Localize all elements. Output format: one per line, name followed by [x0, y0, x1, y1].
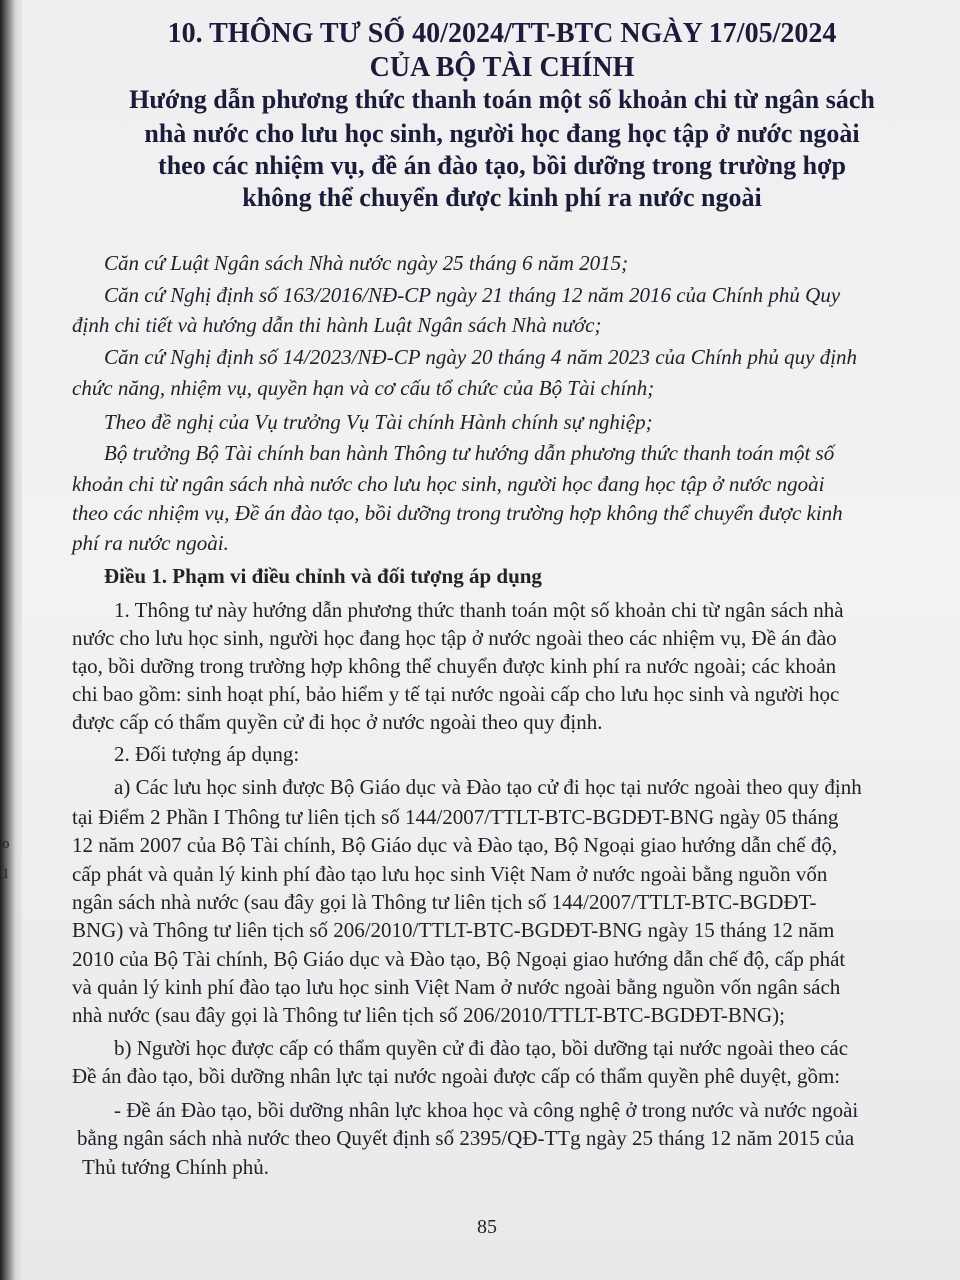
- preamble-line: theo các nhiệm vụ, Đề án đào tạo, bồi dưỡng trong trường hợp không thể chuyển được kinh: [72, 501, 843, 525]
- preamble-line: Căn cứ Nghị định số 14/2023/NĐ-CP ngày 20 tháng 4 năm 2023 của Chính phủ quy định: [104, 345, 858, 369]
- subtitle-line: nhà nước cho lưu học sinh, người học đang học tập ở nước ngoài: [144, 119, 860, 148]
- body-line: bằng ngân sách nhà nước theo Quyết định số 2395/QĐ-TTg ngày 25 tháng 12 năm 2015 của: [77, 1126, 855, 1150]
- preamble-line: phí ra nước ngoài.: [72, 531, 229, 555]
- body-line: ngân sách nhà nước (sau đây gọi là Thông tư liên tịch số 144/2007/TTLT-BTC-BGDĐT-: [72, 890, 817, 914]
- subtitle-line: Hướng dẫn phương thức thanh toán một số khoản chi từ ngân sách: [129, 85, 875, 114]
- body-line: nhà nước (sau đây gọi là Thông tư liên tịch số 206/2010/TTLT-BTC-BGDĐT-BNG);: [72, 1003, 786, 1027]
- body-line: BNG) và Thông tư liên tịch số 206/2010/TTLT-BTC-BGDĐT-BNG ngày 15 tháng 12 năm: [72, 918, 835, 942]
- preamble-line: Theo đề nghị của Vụ trưởng Vụ Tài chính Hành chính sự nghiệp;: [104, 410, 653, 434]
- body-line: 12 năm 2007 của Bộ Tài chính, Bộ Giáo dục và Đào tạo, Bộ Ngoại giao hướng dẫn chế độ,: [72, 833, 838, 857]
- document-number-title: 10. THÔNG TƯ SỐ 40/2024/TT-BTC NGÀY 17/05/2024: [167, 18, 837, 49]
- adjacent-page-edge: [0, 0, 22, 1280]
- body-line: được cấp có thẩm quyền cử đi học ở nước ngoài theo quy định.: [72, 710, 603, 734]
- edge-mark: 1: [2, 866, 10, 882]
- subtitle-line: không thể chuyển được kinh phí ra nước ngoài: [242, 183, 762, 212]
- body-line: chi bao gồm: sinh hoạt phí, bảo hiểm y tế tại nước ngoài cấp cho lưu học sinh và người học: [72, 682, 840, 706]
- body-line: cấp phát và quản lý kinh phí đào tạo lưu học sinh Việt Nam ở nước ngoài bằng nguồn vốn: [72, 862, 828, 886]
- body-line: tạo, bồi dưỡng trong trường hợp không thể chuyển được kinh phí ra nước ngoài; các khoản: [72, 654, 837, 678]
- body-line: nước cho lưu học sinh, người học đang học tập ở nước ngoài theo các nhiệm vụ, Đề án đào: [72, 626, 837, 650]
- issuing-authority: CỦA BỘ TÀI CHÍNH: [369, 52, 635, 83]
- preamble-line: Căn cứ Nghị định số 163/2016/NĐ-CP ngày 21 tháng 12 năm 2016 của Chính phủ Quy: [104, 283, 841, 307]
- body-line: 2010 của Bộ Tài chính, Bộ Giáo dục và Đào tạo, Bộ Ngoại giao hướng dẫn chế độ, cấp phát: [72, 947, 846, 971]
- edge-mark: o: [2, 836, 10, 852]
- preamble-line: Bộ trưởng Bộ Tài chính ban hành Thông tư hướng dẫn phương thức thanh toán một số: [104, 441, 835, 465]
- body-line: và quản lý kinh phí đào tạo lưu học sinh Việt Nam ở nước ngoài bằng nguồn vốn ngân sách: [72, 975, 841, 999]
- page-number: 85: [477, 1216, 497, 1238]
- body-line: Đề án đào tạo, bồi dưỡng nhân lực tại nước ngoài được cấp có thẩm quyền phê duyệt, gồm:: [72, 1064, 841, 1088]
- preamble-line: định chi tiết và hướng dẫn thi hành Luật Ngân sách Nhà nước;: [72, 313, 602, 337]
- body-line: b) Người học được cấp có thẩm quyền cử đi đào tạo, bồi dưỡng tại nước ngoài theo các: [114, 1036, 849, 1060]
- document-page: [22, 0, 960, 1280]
- body-line: a) Các lưu học sinh được Bộ Giáo dục và Đào tạo cử đi học tại nước ngoài theo quy định: [114, 775, 862, 799]
- body-line: Thủ tướng Chính phủ.: [82, 1155, 269, 1179]
- subtitle-line: theo các nhiệm vụ, đề án đào tạo, bồi dưỡng trong trường hợp: [158, 151, 846, 180]
- body-line: tại Điểm 2 Phần I Thông tư liên tịch số 144/2007/TTLT-BTC-BGDĐT-BNG ngày 05 tháng: [72, 805, 839, 829]
- preamble-line: Căn cứ Luật Ngân sách Nhà nước ngày 25 tháng 6 năm 2015;: [104, 251, 629, 275]
- body-line: 1. Thông tư này hướng dẫn phương thức thanh toán một số khoản chi từ ngân sách nhà: [114, 598, 844, 622]
- preamble-line: khoản chi từ ngân sách nhà nước cho lưu học sinh, người học đang học tập ở nước ngoài: [72, 472, 825, 496]
- article-1-title: Điều 1. Phạm vi điều chỉnh và đối tượng áp dụng: [104, 564, 542, 588]
- body-line: - Đề án Đào tạo, bồi dưỡng nhân lực khoa học và công nghệ ở trong nước và nước ngoài: [114, 1098, 859, 1122]
- body-line: 2. Đối tượng áp dụng:: [114, 742, 300, 766]
- preamble-line: chức năng, nhiệm vụ, quyền hạn và cơ cấu tổ chức của Bộ Tài chính;: [72, 376, 655, 400]
